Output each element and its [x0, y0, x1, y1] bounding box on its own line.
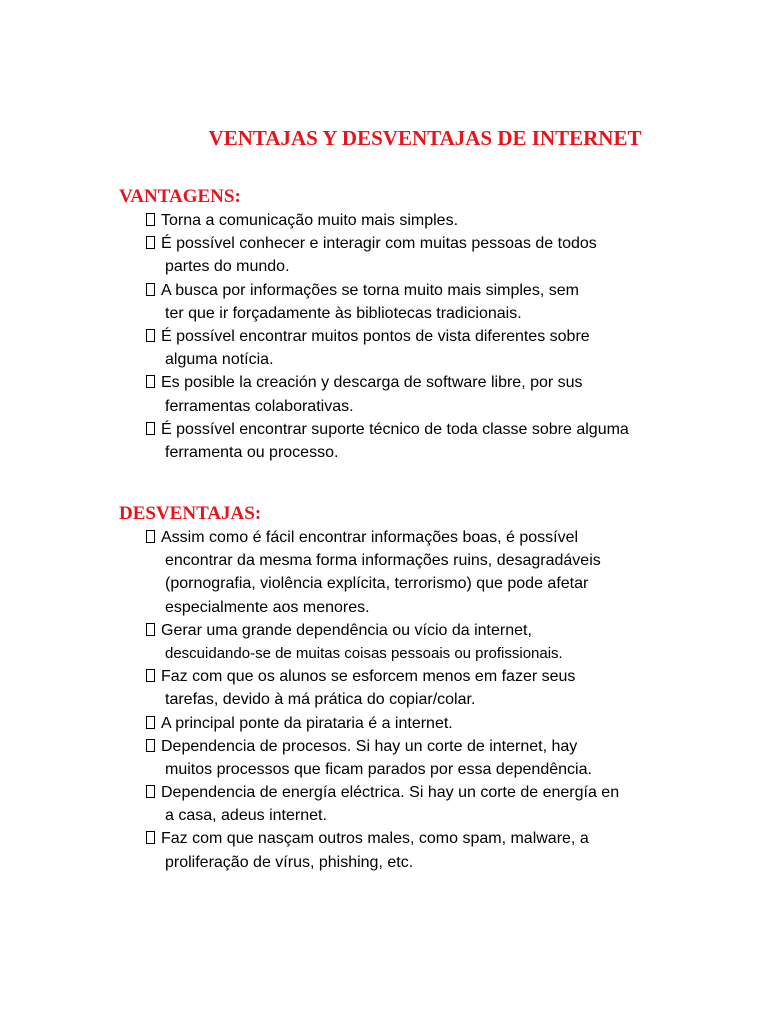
list-item-text: ter que ir forçadamente às bibliotecas tradicionais. [165, 304, 522, 322]
list-item-text: Faz com que nasçam outros males, como spam, malware, a [161, 830, 589, 848]
missing-glyph-box-icon [146, 785, 155, 798]
list-item-text: Dependencia de procesos. Si hay un corte de internet, hay [161, 737, 578, 755]
list-item-text: Assim como é fácil encontrar informações boas, é possível [161, 529, 579, 546]
missing-glyph-box-icon [146, 831, 155, 844]
list-item-text: Gerar uma grande dependência ou vício da internet, [161, 621, 532, 639]
list-item-text: É possível encontrar muitos pontos de vista diferentes sobre [161, 327, 590, 345]
missing-glyph-box-icon [146, 739, 155, 752]
list-item-text: ferramentas colaborativas. [165, 397, 354, 415]
list-item [145, 735, 619, 781]
list-item-text: muitos processos que ficam parados por essa dependência. [165, 760, 592, 778]
list-item-text: descuidando-se de muitas coisas pessoais ou profissionais. [165, 644, 563, 662]
list-item [145, 279, 629, 325]
list-item [145, 526, 619, 619]
missing-glyph-box-icon [146, 329, 155, 342]
list-item [145, 712, 619, 735]
missing-glyph-box-icon [146, 422, 155, 435]
list-item-text: É possível conhecer e interagir com muitas pessoas de todos [161, 235, 597, 253]
list-item-text: É possível encontrar suporte técnico de toda classe sobre alguma [161, 420, 629, 438]
list-item [145, 325, 629, 371]
missing-glyph-box-icon [146, 375, 155, 388]
list-item-text: A principal ponte da pirataria é a internet. [161, 714, 453, 732]
list-item [145, 209, 629, 232]
missing-glyph-box-icon [146, 530, 155, 543]
list-item [145, 665, 619, 711]
vantagens-heading: VANTAGENS: [119, 186, 241, 207]
list-item-text: Dependencia de energía eléctrica. Si hay un corte de energía en [161, 784, 620, 802]
list-item [145, 418, 629, 464]
missing-glyph-box-icon [146, 213, 155, 226]
list-item [145, 232, 629, 278]
missing-glyph-box-icon [146, 669, 155, 682]
desventajas-list [145, 526, 619, 874]
list-item [145, 827, 619, 873]
list-item-text: (pornografia, violência explícita, terrorismo) que pode afetar [165, 575, 589, 593]
list-item-text: proliferação de vírus, phishing, etc. [165, 853, 414, 871]
list-item [145, 619, 619, 665]
list-item-text: alguma notícia. [165, 351, 274, 369]
list-item-text: Es posible la creación y descarga de software libre, por sus [161, 374, 583, 392]
missing-glyph-box-icon [146, 716, 155, 729]
list-item-text: A busca por informações se torna muito mais simples, sem [161, 281, 579, 299]
list-item-text: ferramenta ou processo. [165, 443, 339, 461]
missing-glyph-box-icon [146, 236, 155, 249]
list-item-text: a casa, adeus internet. [165, 807, 327, 825]
missing-glyph-box-icon [146, 623, 155, 636]
page-title: VENTAJAS Y DESVENTAJAS DE INTERNET [208, 126, 642, 150]
missing-glyph-box-icon [146, 283, 155, 296]
list-item-text: partes do mundo. [165, 258, 290, 276]
list-item-text: encontrar da mesma forma informações ruins, desagradáveis [165, 552, 601, 570]
vantagens-list [145, 209, 629, 464]
list-item [145, 781, 619, 827]
list-item-text: Torna a comunicação muito mais simples. [161, 212, 459, 229]
list-item-text: especialmente aos menores. [165, 598, 370, 616]
list-item [145, 371, 629, 417]
list-item-text: Faz com que os alunos se esforcem menos em fazer seus [161, 668, 576, 686]
list-item-text: tarefas, devido à má prática do copiar/colar. [165, 691, 476, 709]
desventajas-heading: DESVENTAJAS: [119, 503, 262, 524]
